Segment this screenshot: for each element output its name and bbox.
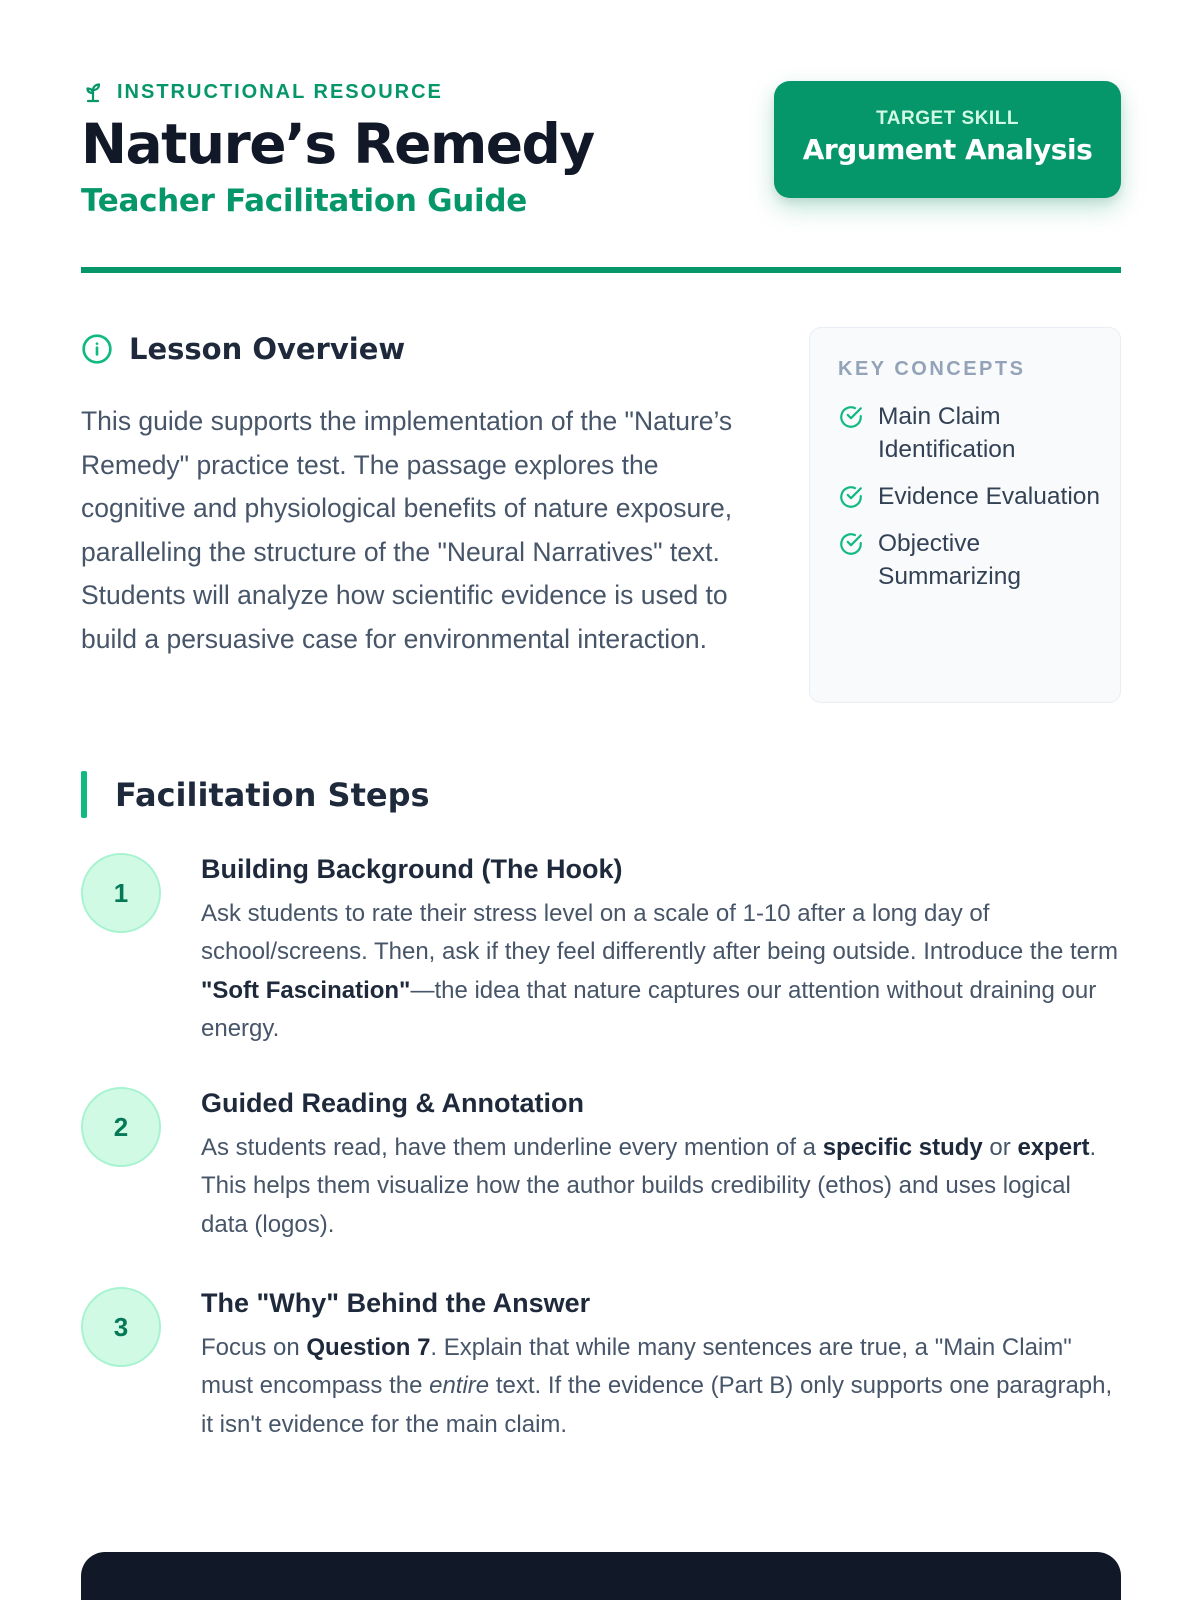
step-title: The "Why" Behind the Answer xyxy=(201,1288,591,1318)
step-text: Focus on Question 7. Explain that while many sentences are true, a "Main Claim" must encompass the entire text. If the evidence (Part B) only supports one paragraph, it isn't evidence for the main claim. xyxy=(201,1334,1113,1438)
step-text: Ask students to rate their stress level on a scale of 1-10 after a long day of school/screens. Then, ask if they feel differently after being outside. Introduce the term "Soft Fascination"—the idea that nature captures our attention without draining our energy. xyxy=(201,900,1118,1042)
step-number-badge: 2 xyxy=(81,1087,161,1167)
step-title: Guided Reading & Annotation xyxy=(201,1088,584,1118)
target-skill-card xyxy=(774,81,1121,198)
eyebrow-label: INSTRUCTIONAL RESOURCE xyxy=(117,80,443,103)
step-number-badge: 1 xyxy=(81,853,161,933)
step-number-badge: 3 xyxy=(81,1287,161,1367)
page-subtitle: Teacher Facilitation Guide xyxy=(81,183,527,219)
list-item xyxy=(838,400,1108,466)
facilitation-heading xyxy=(81,771,430,818)
key-concepts-card xyxy=(809,327,1121,703)
overview-text: This guide supports the implementation of the "Nature’s Remedy" practice test. The passage explores the cognitive and physiological benefits of nature exposure, paralleling the structure of the "Neural Narratives" text. Students will analyze how scientific evidence is used to build a persuasive case for environmental interaction. xyxy=(81,406,733,654)
overview-heading-text: Lesson Overview xyxy=(129,332,406,366)
check-circle-icon xyxy=(838,531,864,557)
step-body xyxy=(201,853,1121,1048)
step-body xyxy=(201,1087,1121,1244)
header-divider xyxy=(81,267,1121,273)
concept-label: Objective Summarizing xyxy=(878,530,1021,590)
target-skill-label: TARGET SKILL xyxy=(876,108,1019,129)
step-title: Building Background (The Hook) xyxy=(201,854,623,884)
target-skill-value: Argument Analysis xyxy=(802,133,1093,166)
sprout-icon xyxy=(81,80,105,104)
overview-heading xyxy=(81,332,405,366)
list-item xyxy=(838,480,1108,513)
concept-label: Evidence Evaluation xyxy=(878,483,1101,510)
concept-label: Main Claim Identification xyxy=(878,403,1016,463)
check-circle-icon xyxy=(838,404,864,430)
facilitation-heading-text: Facilitation Steps xyxy=(115,775,430,814)
step-body xyxy=(201,1287,1121,1444)
eyebrow xyxy=(81,80,443,104)
list-item xyxy=(838,527,1108,593)
info-icon xyxy=(81,333,113,365)
step-text: As students read, have them underline every mention of a specific study or expert. This helps them visualize how the author builds credibility (ethos) and uses logical data (logos). xyxy=(201,1134,1097,1238)
check-circle-icon xyxy=(838,484,864,510)
heading-accent-bar xyxy=(81,771,87,818)
key-concepts-title: KEY CONCEPTS xyxy=(838,358,1026,380)
key-concepts-list xyxy=(838,400,1108,607)
guide-page xyxy=(81,0,1121,1600)
footer-panel xyxy=(81,1552,1121,1600)
page-title: Nature’s Remedy xyxy=(81,112,594,176)
